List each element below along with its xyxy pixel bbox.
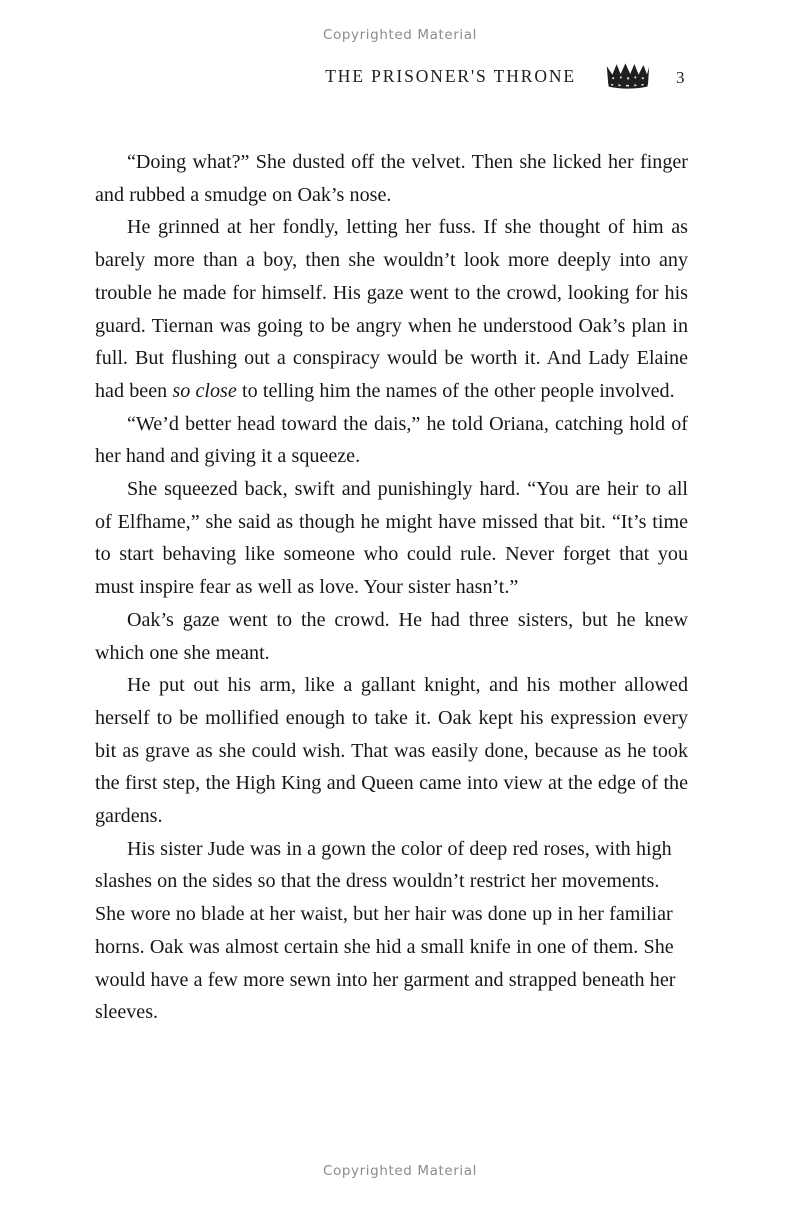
paragraph: He grinned at her fondly, letting her fuss. If she thought of him as barely more than a boy, then she wouldn’t look more deeply into any trouble he made for himself. His gaze went to the crowd, looking for his guard. Tiernan was going to be angry when he understood Oak’s plan in full. But flushing out a conspiracy would be worth it. And Lady Elaine had been so close to telling him the names of the other people involved.	[95, 216, 688, 402]
emphasis-text: so close	[172, 379, 237, 402]
paragraph: Oak’s gaze went to the crowd. He had three sisters, but he knew which one she meant.	[95, 608, 688, 664]
copyright-watermark-bottom: Copyrighted Material	[323, 1163, 477, 1179]
copyright-watermark-top: Copyrighted Material	[323, 27, 477, 43]
book-title: THE PRISONER'S THRONE	[325, 66, 576, 87]
running-head	[95, 60, 688, 92]
page-number: 3	[676, 67, 685, 87]
paragraph: “Doing what?” She dusted off the velvet. Then she licked her finger and rubbed a smudge on Oak’s nose.	[95, 151, 688, 206]
paragraph: He put out his arm, like a gallant knight, and his mother allowed herself to be mollified enough to take it. Oak kept his expression every bit as grave as she could wish. That was easily done, because as he took the first step, the High King and Queen came into view at the edge of the gardens.	[95, 674, 688, 828]
crown-ornament-icon	[606, 63, 650, 89]
paragraph: His sister Jude was in a gown the color of deep red roses, with high slashes on the sides so that the dress wouldn’t restrict her movements. She wore no blade at her waist, but her hair was done up in her familiar horns. Oak was almost certain she hid a small knife in one of them. She would have a few more sewn into her garment and strapped beneath her sleeves.	[95, 837, 676, 1024]
paragraph: She squeezed back, swift and punishingly hard. “You are heir to all of Elfhame,” she said as though he might have missed that bit. “It’s time to start behaving like someone who could rule. Never forget that you must inspire fear as well as love. Your sister hasn’t.”	[95, 478, 688, 599]
page-body-text	[95, 146, 688, 1029]
paragraph: “We’d better head toward the dais,” he told Oriana, catching hold of her hand and giving it a squeeze.	[95, 412, 688, 468]
